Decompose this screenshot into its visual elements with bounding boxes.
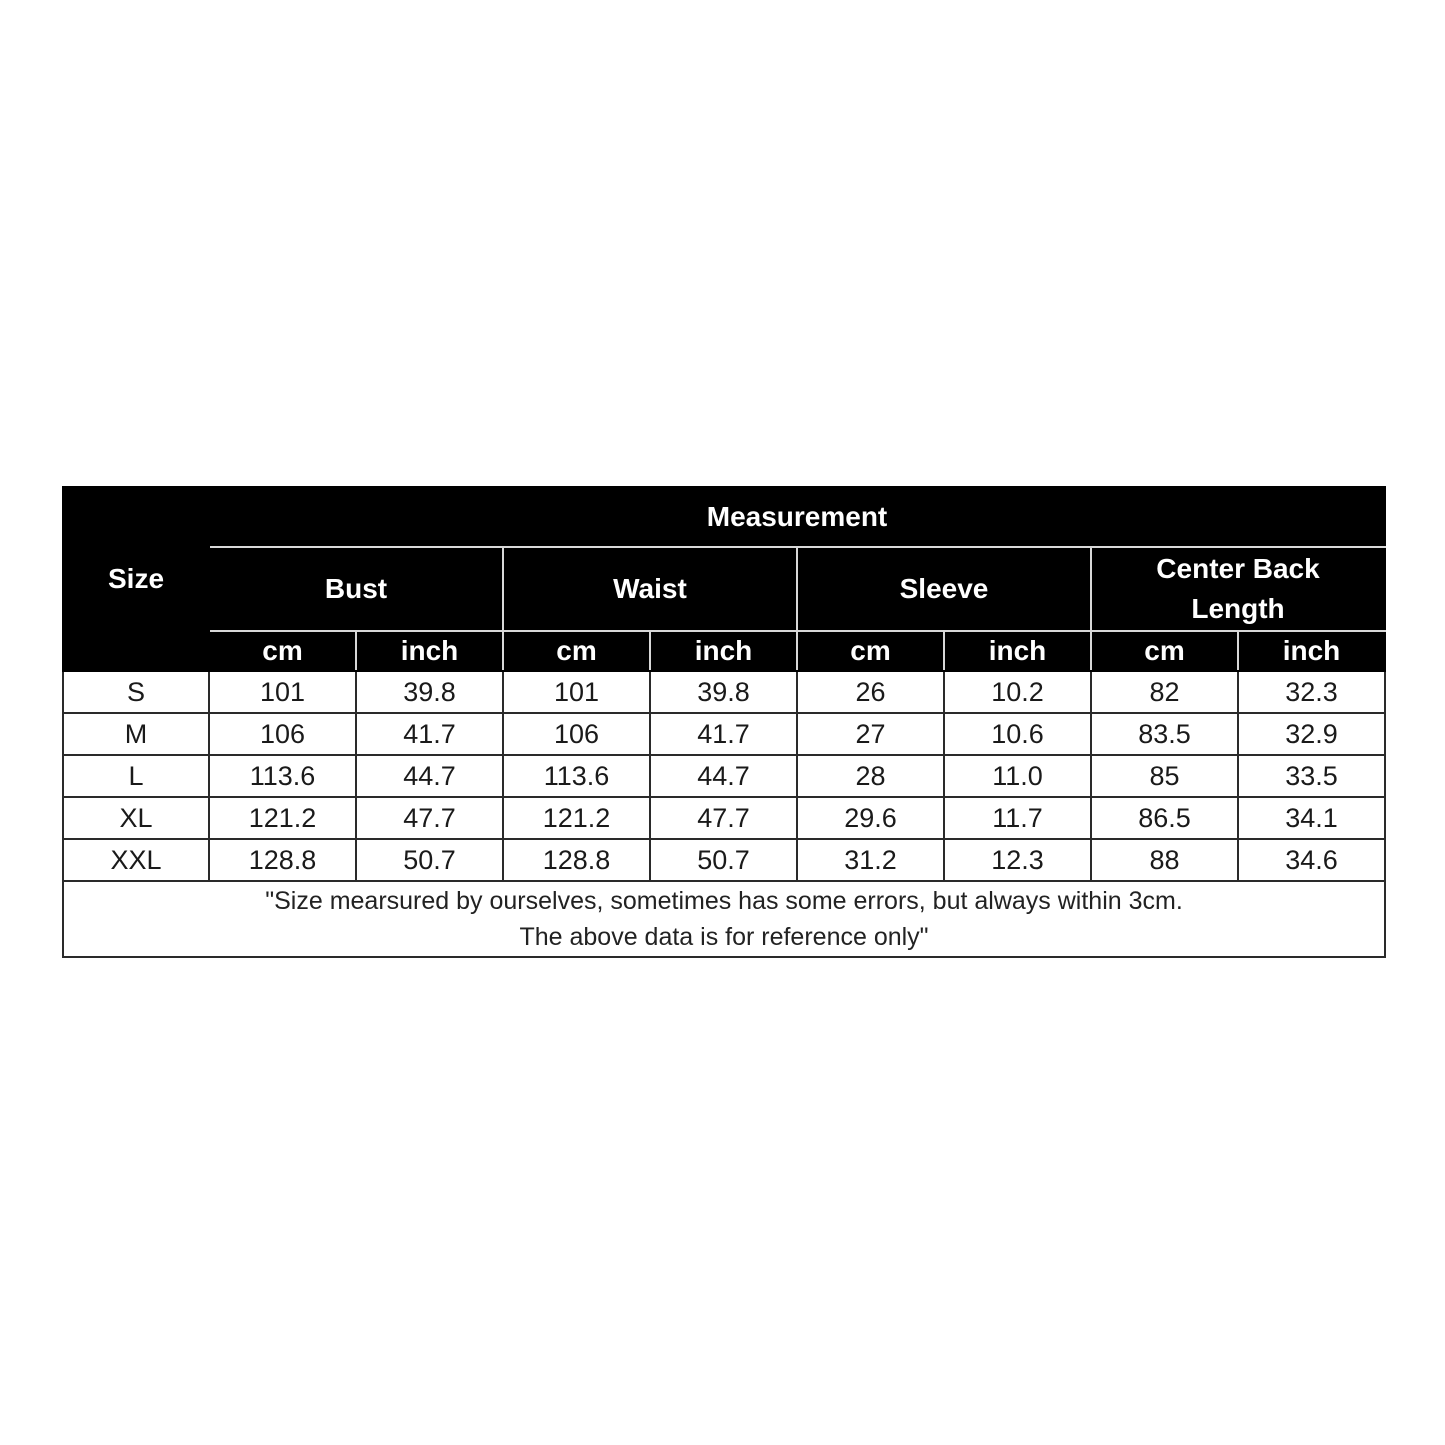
- group-header-sleeve: [797, 547, 1091, 631]
- value-cell: 39.8: [356, 671, 503, 713]
- value-cell: 88: [1091, 839, 1238, 881]
- size-cell: XXL: [63, 839, 209, 881]
- value-cell: 34.1: [1238, 797, 1385, 839]
- value-cell: 39.8: [650, 671, 797, 713]
- size-cell: S: [63, 671, 209, 713]
- reference-note: [63, 881, 1385, 957]
- value-cell: 121.2: [503, 797, 650, 839]
- value-cell: 41.7: [650, 713, 797, 755]
- value-cell: 101: [209, 671, 356, 713]
- table-row: [63, 797, 1385, 839]
- value-cell: 50.7: [650, 839, 797, 881]
- value-cell: 31.2: [797, 839, 944, 881]
- note-line-2: The above data is for reference only": [519, 923, 929, 951]
- group-header-center-back-length: [1091, 547, 1385, 631]
- value-cell: 32.3: [1238, 671, 1385, 713]
- group-header-waist: [503, 547, 797, 631]
- value-cell: 33.5: [1238, 755, 1385, 797]
- value-cell: 82: [1091, 671, 1238, 713]
- size-rows: [63, 671, 1385, 881]
- group-label: Sleeve: [899, 573, 989, 604]
- unit-header: cm: [503, 631, 650, 671]
- value-cell: 10.6: [944, 713, 1091, 755]
- value-cell: 11.0: [944, 755, 1091, 797]
- unit-header: cm: [209, 631, 356, 671]
- value-cell: 29.6: [797, 797, 944, 839]
- value-cell: 47.7: [650, 797, 797, 839]
- group-label: Waist: [613, 573, 687, 604]
- group-label: Bust: [324, 573, 388, 604]
- value-cell: 47.7: [356, 797, 503, 839]
- value-cell: 28: [797, 755, 944, 797]
- value-cell: 106: [503, 713, 650, 755]
- value-cell: 44.7: [356, 755, 503, 797]
- table-row: [63, 755, 1385, 797]
- table-row: [63, 713, 1385, 755]
- value-cell: 50.7: [356, 839, 503, 881]
- value-cell: 101: [503, 671, 650, 713]
- table-row: [63, 839, 1385, 881]
- value-cell: 44.7: [650, 755, 797, 797]
- value-cell: 41.7: [356, 713, 503, 755]
- value-cell: 128.8: [209, 839, 356, 881]
- size-cell: L: [63, 755, 209, 797]
- value-cell: 12.3: [944, 839, 1091, 881]
- note-line-1: "Size mearsured by ourselves, sometimes has some errors, but always within 3cm.: [265, 887, 1183, 915]
- value-cell: 10.2: [944, 671, 1091, 713]
- size-cell: XL: [63, 797, 209, 839]
- value-cell: 32.9: [1238, 713, 1385, 755]
- unit-header: cm: [797, 631, 944, 671]
- unit-header: inch: [356, 631, 503, 671]
- unit-header: inch: [1238, 631, 1385, 671]
- value-cell: 11.7: [944, 797, 1091, 839]
- unit-header: inch: [944, 631, 1091, 671]
- unit-header: inch: [650, 631, 797, 671]
- value-cell: 27: [797, 713, 944, 755]
- value-cell: 128.8: [503, 839, 650, 881]
- size-cell: M: [63, 713, 209, 755]
- size-chart-table: [62, 486, 1386, 958]
- value-cell: 34.6: [1238, 839, 1385, 881]
- table-row: [63, 671, 1385, 713]
- measurement-header: Measurement: [209, 487, 1385, 547]
- value-cell: 113.6: [209, 755, 356, 797]
- value-cell: 85: [1091, 755, 1238, 797]
- value-cell: 106: [209, 713, 356, 755]
- size-column-header: Size: [63, 487, 209, 671]
- value-cell: 113.6: [503, 755, 650, 797]
- group-label-line2: Length: [1191, 593, 1285, 624]
- unit-header: cm: [1091, 631, 1238, 671]
- group-header-bust: [209, 547, 503, 631]
- value-cell: 121.2: [209, 797, 356, 839]
- group-label: Center Back: [1156, 553, 1320, 584]
- value-cell: 26: [797, 671, 944, 713]
- value-cell: 86.5: [1091, 797, 1238, 839]
- value-cell: 83.5: [1091, 713, 1238, 755]
